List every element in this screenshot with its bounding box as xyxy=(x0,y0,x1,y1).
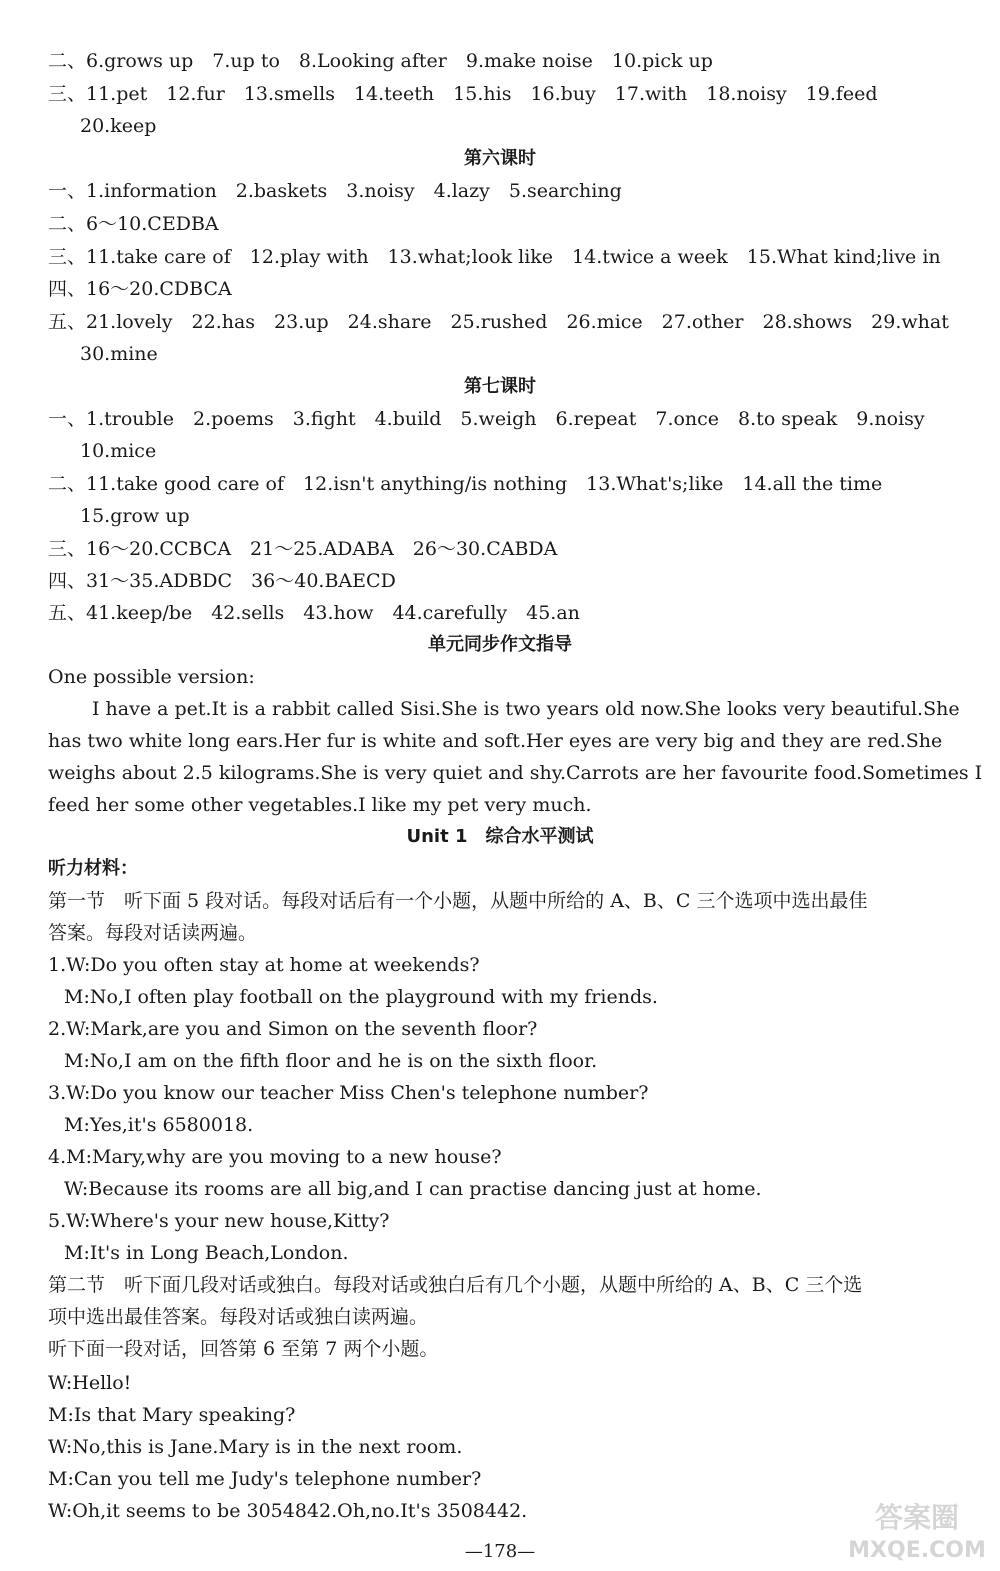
instruction-text: 第二节 听下面几段对话或独白。每段对话或独白后有几个小题，从题中所给的 A、B、C 三个选 xyxy=(48,1274,863,1296)
dialogue-line: M:No,I often play football on the playground with my friends. xyxy=(64,986,658,1008)
composition-text: has two white long ears.Her fur is white and soft.Her eyes are very big and they are red.She xyxy=(48,730,943,752)
answer-line: 三、11.pet 12.fur 13.smells 14.teeth 15.his 16.buy 17.with 18.noisy 19.feed xyxy=(48,83,878,105)
answer-line: 二、11.take good care of 12.isn't anything/is nothing 13.What's;like 14.all the time xyxy=(48,473,883,495)
instruction-text: 答案。每段对话读两遍。 xyxy=(48,922,258,944)
answer-line: 10.mice xyxy=(80,440,157,462)
dialogue-line: M:No,I am on the fifth floor and he is on the sixth floor. xyxy=(64,1050,598,1072)
dialogue-line: M:Yes,it's 6580018. xyxy=(64,1114,254,1136)
dialogue-line: W:Oh,it seems to be 3054842.Oh,no.It's 3508442. xyxy=(48,1500,528,1522)
answer-line: 三、16～20.CCBCA 21～25.ADABA 26～30.CABDA xyxy=(48,538,558,560)
answer-line: 一、1.information 2.baskets 3.noisy 4.lazy 5.searching xyxy=(48,180,622,202)
composition-text: I have a pet.It is a rabbit called Sisi.She is two years old now.She looks very beautiful.She xyxy=(92,698,960,720)
section-heading: 第六课时 xyxy=(464,148,536,169)
watermark-logo xyxy=(842,1495,992,1565)
dialogue-line: W:Hello! xyxy=(48,1372,132,1394)
composition-label: One possible version: xyxy=(48,666,255,688)
instruction-text: 听下面一段对话，回答第 6 至第 7 两个小题。 xyxy=(48,1338,439,1360)
svg-text:答案圈: 答案圈 xyxy=(874,1501,960,1534)
dialogue-line: M:Is that Mary speaking? xyxy=(48,1404,296,1426)
listening-label: 听力材料： xyxy=(48,858,138,879)
answer-line: 二、6～10.CEDBA xyxy=(48,213,219,235)
dialogue-line: 3.W:Do you know our teacher Miss Chen's telephone number? xyxy=(48,1082,649,1104)
answer-line: 30.mine xyxy=(80,343,158,365)
answer-line: 三、11.take care of 12.play with 13.what;look like 14.twice a week 15.What kind;live in xyxy=(48,246,941,268)
answer-line: 四、16～20.CDBCA xyxy=(48,278,232,300)
answer-line: 五、41.keep/be 42.sells 43.how 44.carefully 45.an xyxy=(48,602,580,624)
composition-text: feed her some other vegetables.I like my pet very much. xyxy=(48,794,592,816)
answer-line: 二、6.grows up 7.up to 8.Looking after 9.make noise 10.pick up xyxy=(48,50,713,72)
instruction-text: 第一节 听下面 5 段对话。每段对话后有一个小题，从题中所给的 A、B、C 三个选项中选出最佳 xyxy=(48,890,868,912)
dialogue-line: 4.M:Mary,why are you moving to a new house? xyxy=(48,1146,502,1168)
dialogue-line: M:It's in Long Beach,London. xyxy=(64,1242,349,1264)
dialogue-line: 1.W:Do you often stay at home at weekends? xyxy=(48,954,480,976)
dialogue-line: 5.W:Where's your new house,Kitty? xyxy=(48,1210,390,1232)
answer-line: 20.keep xyxy=(80,115,157,137)
page-number: —178— xyxy=(464,1541,536,1562)
answer-line: 五、21.lovely 22.has 23.up 24.share 25.rushed 26.mice 27.other 28.shows 29.what xyxy=(48,311,949,333)
svg-text:MXQE.COM: MXQE.COM xyxy=(848,1538,986,1563)
instruction-text: 项中选出最佳答案。每段对话或独白读两遍。 xyxy=(48,1306,429,1328)
section-heading: Unit 1 综合水平测试 xyxy=(406,826,594,847)
dialogue-line: W:Because its rooms are all big,and I can practise dancing just at home. xyxy=(64,1178,762,1200)
answer-line: 15.grow up xyxy=(80,505,190,527)
answer-line: 四、31～35.ADBDC 36～40.BAECD xyxy=(48,570,396,592)
composition-text: weighs about 2.5 kilograms.She is very quiet and shy.Carrots are her favourite food.Sometimes I xyxy=(48,762,983,784)
dialogue-line: 2.W:Mark,are you and Simon on the seventh floor? xyxy=(48,1018,538,1040)
dialogue-line: W:No,this is Jane.Mary is in the next room. xyxy=(48,1436,463,1458)
answer-line: 一、1.trouble 2.poems 3.fight 4.build 5.weigh 6.repeat 7.once 8.to speak 9.noisy xyxy=(48,408,925,430)
dialogue-line: M:Can you tell me Judy's telephone number? xyxy=(48,1468,482,1490)
section-heading: 单元同步作文指导 xyxy=(428,634,572,655)
section-heading: 第七课时 xyxy=(464,376,536,397)
